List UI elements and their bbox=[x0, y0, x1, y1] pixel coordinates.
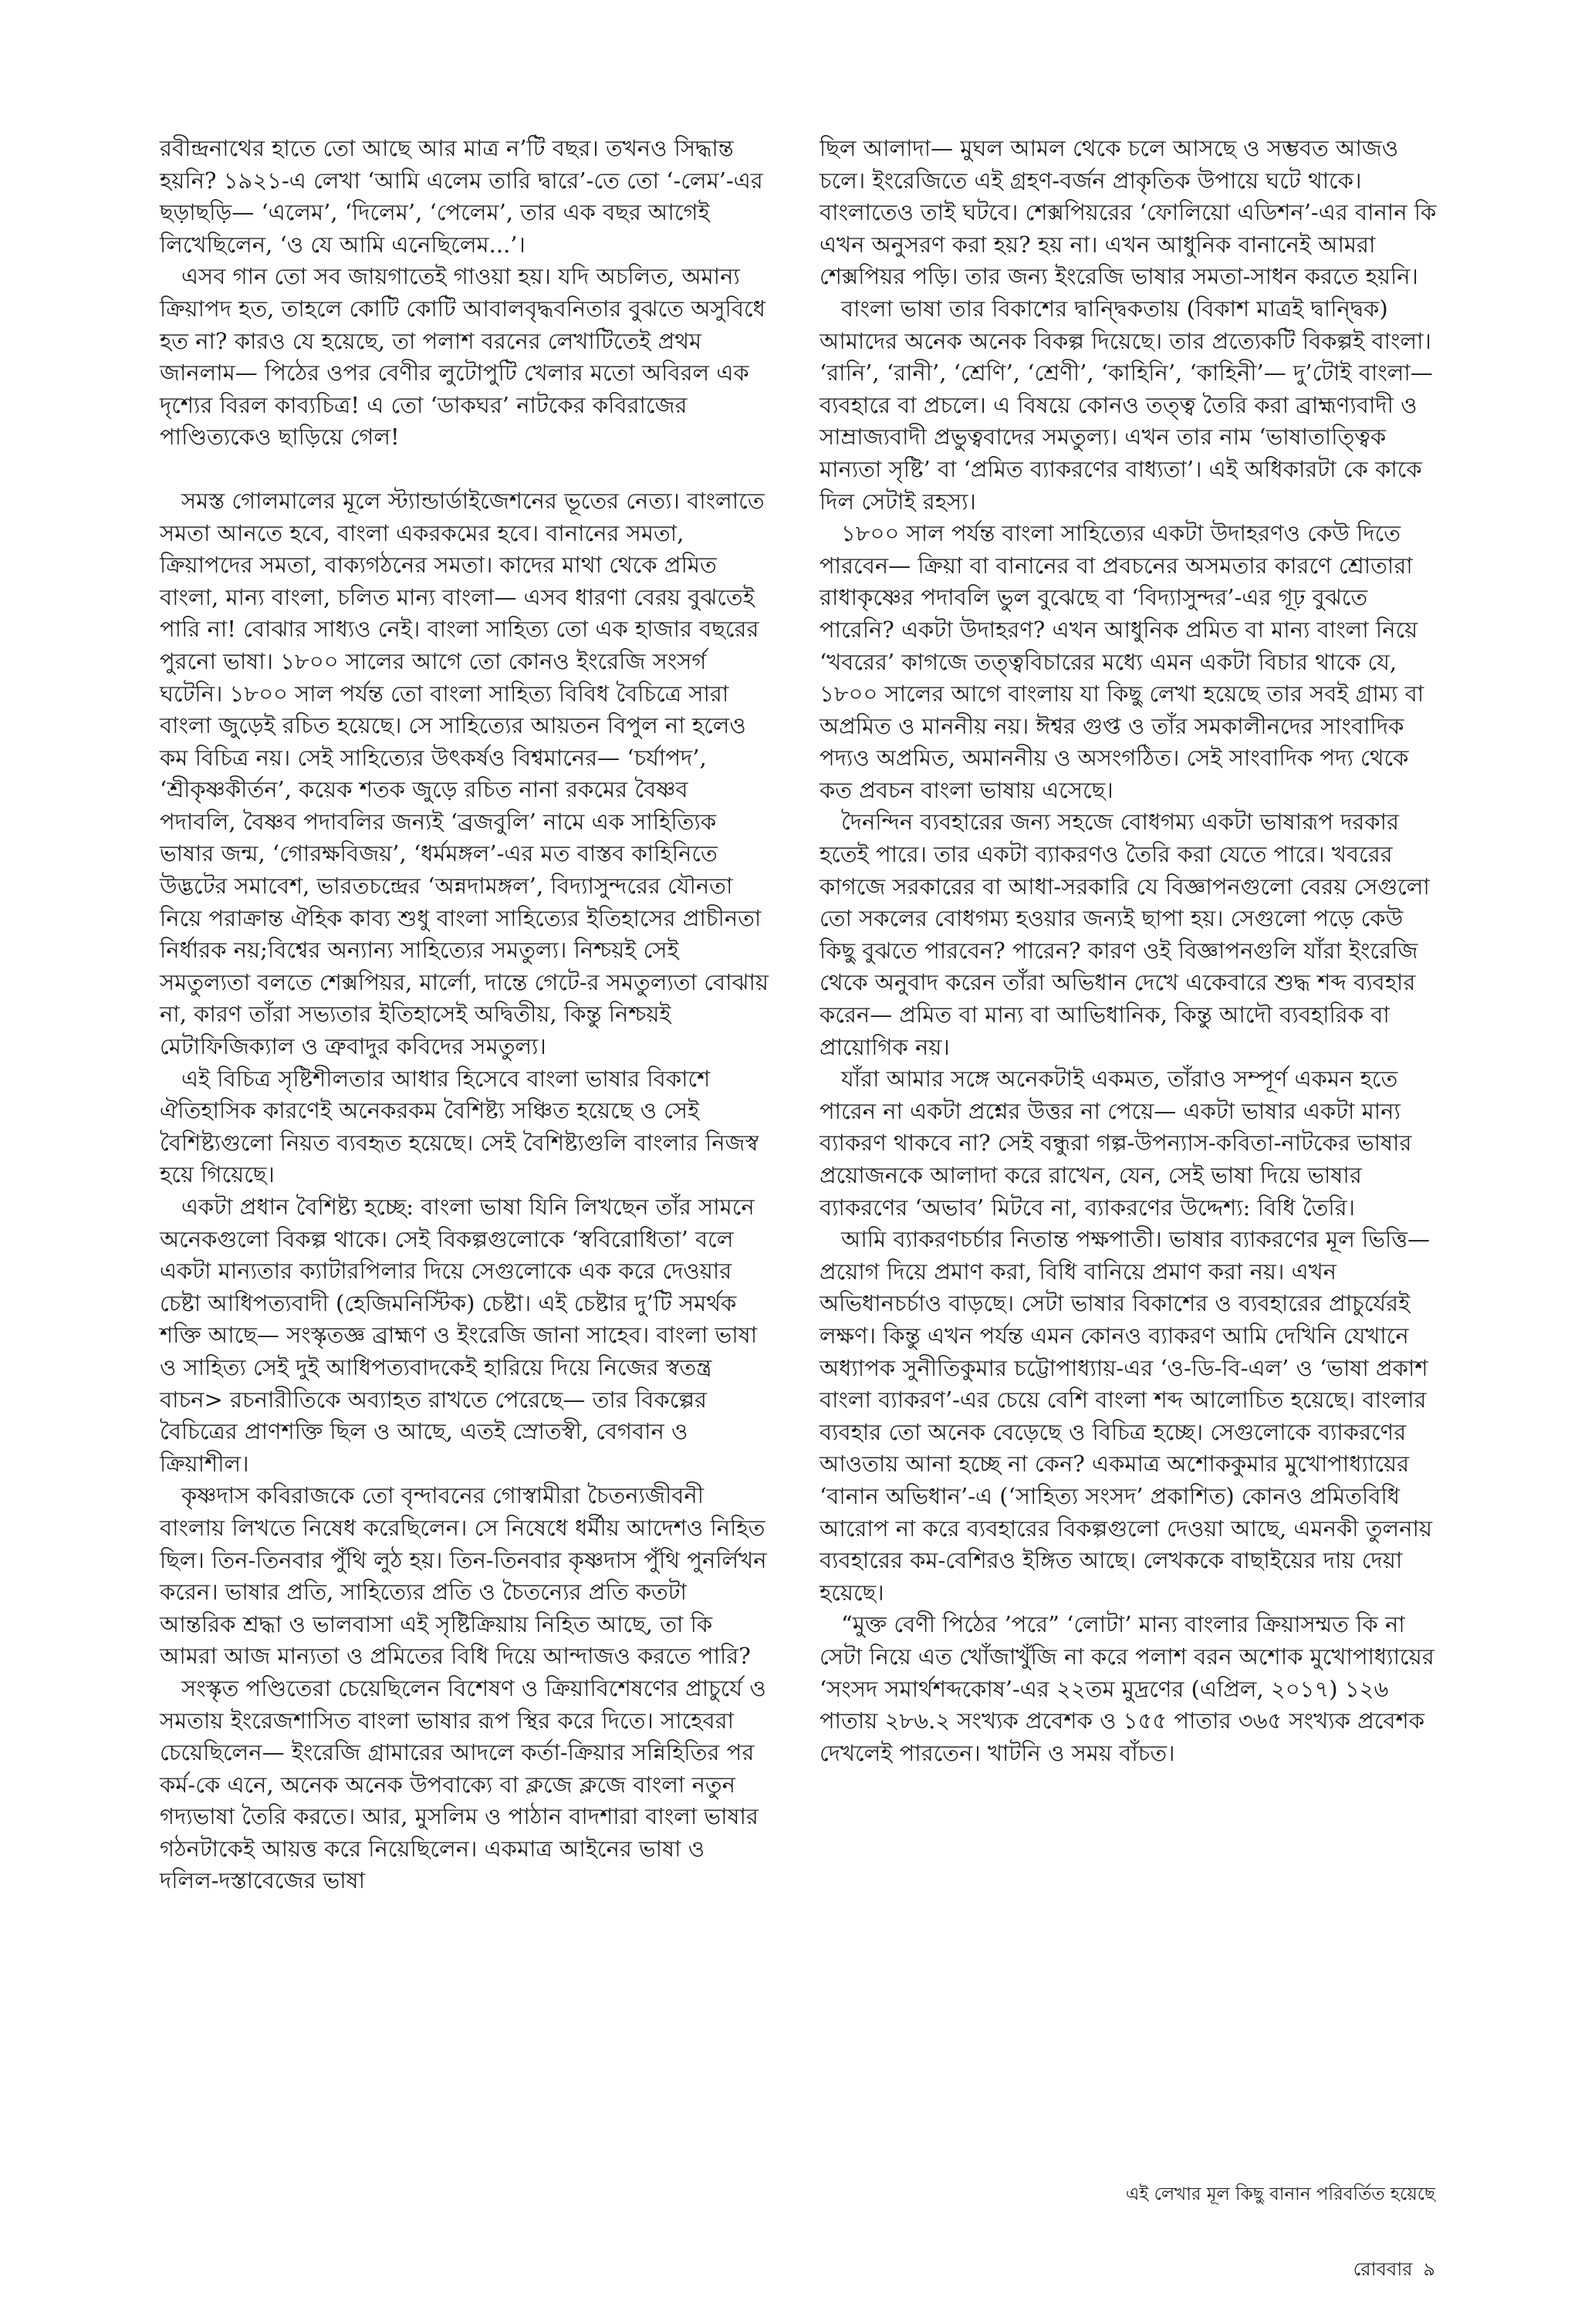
paragraph-left-5: একটা প্রধান বৈশিষ্ট্য হচ্ছে: বাংলা ভাষা যিনি লিখছেন তাঁর সামনে অনেকগুলো বিকল্প থাকে। সেই বিকল্পগুলোকে ‘স্ববিরোধিতা’ বলে একটা মান্যতার ক্যাটারপিলার দিয়ে সেগুলোকে এক করে দেওয়ার চেষ্টা আধিপত্যবাদী (হেজিমনিস্টিক) চেষ্টা। এই চেষ্টার দু’টি সমর্থক শক্তি আছে— সংস্কৃতজ্ঞ ব্রাহ্মণ ও ইংরেজি জানা সাহেব। বাংলা ভাষা ও সাহিত্য সেই দুই আধিপত্যবাদকেই হারিয়ে দিয়ে নিজের স্বতন্ত্র বাচন> রচনারীতিকে অব্যাহত রাখতে পেরেছে— তার বিকল্পের বৈচিত্রের প্রাণশক্তি ছিল ও আছে, এতই স্রোতস্বী, বেগবান ও ক্রিয়াশীল। bbox=[160, 1194, 758, 1477]
paragraph-left-1: রবীন্দ্রনাথের হাতে তো আছে আর মাত্র ন’টি বছর। তখনও সিদ্ধান্ত হয়নি? ১৯২১-এ লেখা ‘আমি এলেম তারি দ্বারে’-তে তো ‘-লেম’-এর ছড়াছড়ি— ‘এলেম’, ‘দিলেম’, ‘পেলেম’, তার এক বছর আগেই লিখেছিলেন, ‘ও যে আমি এনেছিলেম...’। bbox=[160, 135, 763, 258]
paragraph-right-1: ছিল আলাদা— মুঘল আমল থেকে চলে আসছে ও সম্ভবত আজও চলে। ইংরেজিতে এই গ্রহণ-বর্জন প্রাকৃতিক উপায়ে ঘটে থাকে। বাংলাতেও তাই ঘটবে। শেক্সপিয়রের ‘ফোলিয়ো এডিশন’-এর বানান কি এখন অনুসরণ করা হয়? হয় না। এখন আধুনিক বানানেই আমরা শেক্সপিয়র পড়ি। তার জন্য ইংরেজি ভাষার সমতা-সাধন করতে হয়নি। bbox=[819, 135, 1437, 290]
paragraph-right-3: ১৮০০ সাল পর্যন্ত বাংলা সাহিত্যের একটা উদাহরণও কেউ দিতে পারবেন— ক্রিয়া বা বানানের বা প্রবচনের অসমতার কারণে শ্রোতারা রাধাকৃষ্ণের পদাবলি ভুল বুঝেছে বা ‘বিদ্যাসুন্দর’-এর গূঢ় বুঝতে পারেনি? একটা উদাহরণ? এখন আধুনিক প্রমিত বা মান্য বাংলা নিয়ে ‘খবরের’ কাগজে তত্ত্ববিচারের মধ্যে এমন একটা বিচার থাকে যে, ১৮০০ সালের আগে বাংলায় যা কিছু লেখা হয়েছে তার সবই গ্রাম্য বা অপ্রমিত ও মাননীয় নয়। ঈশ্বর গুপ্ত ও তাঁর সমকালীনদের সাংবাদিক পদ্যও অপ্রমিত, অমাননীয় ও অসংগঠিত। সেই সাংবাদিক পদ্য থেকে কত প্রবচন বাংলা ভাষায় এসেছে। bbox=[819, 520, 1424, 803]
paragraph-left-7: সংস্কৃত পণ্ডিতেরা চেয়েছিলেন বিশেষণ ও ক্রিয়াবিশেষণের প্রাচুর্যে ও সমতায় ইংরেজশাসিত বাংলা ভাষার রূপ স্থির করে দিতে। সাহেবরা চেয়েছিলেন— ইংরেজি গ্রামারের আদলে কর্তা-ক্রিয়ার সন্নিহিতির পর কর্ম-কে এনে, অনেক অনেক উপবাক্যে বা ক্লজে ক্লজে বাংলা নতুন গদ্যভাষা তৈরি করতে। আর, মুসলিম ও পাঠান বাদশারা বাংলা ভাষার গঠনটাকেই আয়ত্ত করে নিয়েছিলেন। একমাত্র আইনের ভাষা ও দলিল-দস্তাবেজের ভাষা bbox=[160, 1674, 766, 1894]
magazine-name: রোববার bbox=[1353, 2258, 1413, 2280]
article-left-column bbox=[160, 133, 769, 1897]
page-number: ৯ bbox=[1423, 2258, 1435, 2280]
article-right-column bbox=[819, 133, 1445, 1769]
paragraph-right-4: দৈনন্দিন ব্যবহারের জন্য সহজে বোধগম্য একটা ভাষারূপ দরকার হতেই পারে। তার একটা ব্যাকরণও তৈরি করা যেতে পারে। খবরের কাগজে সরকারের বা আধা-সরকারি যে বিজ্ঞাপনগুলো বেরয় সেগুলো তো সকলের বোধগম্য হওয়ার জন্যই ছাপা হয়। সেগুলো পড়ে কেউ কিছু বুঝতে পারবেন? পারেন? কারণ ওই বিজ্ঞাপনগুলি যাঁরা ইংরেজি থেকে অনুবাদ করেন তাঁরা অভিধান দেখে একেবারে শুদ্ধ শব্দ ব্যবহার করেন— প্রমিত বা মান্য বা আভিধানিক, কিন্তু আদৌ ব্যবহারিক বা প্রায়োগিক নয়। bbox=[819, 809, 1430, 1060]
paragraph-right-6: আমি ব্যাকরণচর্চার নিতান্ত পক্ষপাতী। ভাষার ব্যাকরণের মূল ভিত্তি— প্রয়োগ দিয়ে প্রমাণ করা, বিধি বানিয়ে প্রমাণ করা নয়। এখন অভিধানচর্চাও বাড়ছে। সেটা ভাষার বিকাশের ও ব্যবহারের প্রাচুর্যেরই লক্ষণ। কিন্তু এখন পর্যন্ত এমন কোনও ব্যাকরণ আমি দেখিনি যেখানে অধ্যাপক সুনীতিকুমার চট্টোপাধ্যায়-এর ‘ও-ডি-বি-এল’ ও ‘ভাষা প্রকাশ বাংলা ব্যাকরণ’-এর চেয়ে বেশি বাংলা শব্দ আলোচিত হয়েছে। বাংলার ব্যবহার তো অনেক বেড়েছে ও বিচিত্র হচ্ছে। সেগুলোকে ব্যাকরণের আওতায় আনা হচ্ছে না কেন? একমাত্র অশোককুমার মুখোপাধ্যায়ের ‘বানান অভিধান’-এ (‘সাহিত্য সংসদ’ প্রকাশিত) কোনও প্রমিতবিধি আরোপ না করে ব্যবহারের বিকল্পগুলো দেওয়া আছে, এমনকী তুলনায় ব্যবহারের কম-বেশিরও ইঙ্গিত আছে। লেখককে বাছাইয়ের দায় দেয়া হয়েছে। bbox=[819, 1226, 1432, 1606]
paragraph-left-2: এসব গান তো সব জায়গাতেই গাওয়া হয়। যদি অচলিত, অমান্য ক্রিয়াপদ হত, তাহলে কোটি কোটি আবালবৃদ্ধবনিতার বুঝতে অসুবিধে হত না? কারও যে হয়েছে, তা পলাশ বরনের লেখাটিতেই প্রথম জানলাম— পিঠের ওপর বেণীর লুটোপুটি খেলার মতো অবিরল এক দৃশ্যের বিরল কাব্যচিত্র! এ তো ‘ডাকঘর’ নাটকের কবিরাজের পাণ্ডিত্যকেও ছাড়িয়ে গেল! bbox=[160, 263, 765, 451]
paragraph-left-4: এই বিচিত্র সৃষ্টিশীলতার আধার হিসেবে বাংলা ভাষার বিকাশে ঐতিহাসিক কারণেই অনেকরকম বৈশিষ্ট্য সঞ্চিত হয়েছে ও সেই বৈশিষ্ট্যগুলো নিয়ত ব্যবহৃত হয়েছে। সেই বৈশিষ্ট্যগুলি বাংলার নিজস্ব হয়ে গিয়েছে। bbox=[160, 1065, 759, 1188]
editor-note: এই লেখার মূল কিছু বানান পরিবর্তিত হয়েছে bbox=[1125, 2184, 1435, 2204]
paragraph-right-2: বাংলা ভাষা তার বিকাশের দ্বান্দ্বিকতায় (বিকাশ মাত্রই দ্বান্দ্বিক) আমাদের অনেক অনেক বিকল্প দিয়েছে। তার প্রত্যেকটি বিকল্পই বাংলা। ‘রানি’, ‘রানী’, ‘শ্রেণি’, ‘শ্রেণী’, ‘কাহিনি’, ‘কাহিনী’— দু’টোই বাংলা— ব্যবহারে বা প্রচলে। এ বিষয়ে কোনও তত্ত্ব তৈরি করা ব্রাহ্মণ্যবাদী ও সাম্রাজ্যবাদী প্রভুত্ববাদের সমতুল্য। এখন তার নাম ‘ভাষাতাত্ত্বিক মান্যতা সৃষ্টি’ বা ‘প্রমিত ব্যাকরণের বাধ্যতা’। এই অধিকারটা কে কাকে দিল সেটাই রহস্য। bbox=[819, 295, 1433, 515]
page-footer bbox=[819, 2258, 1435, 2281]
paragraph-left-6: কৃষ্ণদাস কবিরাজকে তো বৃন্দাবনের গোস্বামীরা চৈতন্যজীবনী বাংলায় লিখতে নিষেধ করেছিলেন। সে নিষেধে ধর্মীয় আদেশও নিহিত ছিল। তিন-তিনবার পুঁথি লুঠ হয়। তিন-তিনবার কৃষ্ণদাস পুঁথি পুনর্লিখন করেন। ভাষার প্রতি, সাহিত্যের প্রতি ও চৈতন্যের প্রতি কতটা আন্তরিক শ্রদ্ধা ও ভালবাসা এই সৃষ্টিক্রিয়ায় নিহিত আছে, তা কি আমরা আজ মান্যতা ও প্রমিতের বিধি দিয়ে আন্দাজও করতে পারি? bbox=[160, 1482, 767, 1670]
paragraph-right-5: যাঁরা আমার সঙ্গে অনেকটাই একমত, তাঁরাও সম্পূর্ণ একমন হতে পারেন না একটা প্রশ্নের উত্তর না পেয়ে— একটা ভাষার একটা মান্য ব্যাকরণ থাকবে না? সেই বন্ধুরা গল্প-উপন্যাস-কবিতা-নাটকের ভাষার প্রয়োজনকে আলাদা করে রাখেন, যেন, সেই ভাষা দিয়ে ভাষার ব্যাকরণের ‘অভাব’ মিটবে না, ব্যাকরণের উদ্দেশ্য: বিধি তৈরি। bbox=[819, 1066, 1412, 1221]
paragraph-left-3: সমস্ত গোলমালের মূলে স্ট্যান্ডার্ডাইজেশনের ভূতের নেত্য। বাংলাতে সমতা আনতে হবে, বাংলা একরকমের হবে। বানানের সমতা, ক্রিয়াপদের সমতা, বাক্যগঠনের সমতা। কাদের মাথা থেকে প্রমিত বাংলা, মান্য বাংলা, চলিত মান্য বাংলা— এসব ধারণা বেরয় বুঝতেই পারি না! বোঝার সাধ্যও নেই। বাংলা সাহিত্য তো এক হাজার বছরের পুরনো ভাষা। ১৮০০ সালের আগে তো কোনও ইংরেজি সংসর্গ ঘটেনি। ১৮০০ সাল পর্যন্ত তো বাংলা সাহিত্য বিবিধ বৈচিত্রে সারা বাংলা জুড়েই রচিত হয়েছে। সে সাহিত্যের আয়তন বিপুল না হলেও কম বিচিত্র নয়। সেই সাহিত্যের উৎকর্ষও বিশ্বমানের— ‘চর্যাপদ’, ‘শ্রীকৃষ্ণকীর্তন’, কয়েক শতক জুড়ে রচিত নানা রকমের বৈষ্ণব পদাবলি, বৈষ্ণব পদাবলির জন্যই ‘ব্রজবুলি’ নামে এক সাহিত্যিক ভাষার জন্ম, ‘গোরক্ষবিজয়’, ‘ধর্মমঙ্গল’-এর মত বাস্তব কাহিনিতে উদ্ভটের সমাবেশ, ভারতচন্দ্রের ‘অন্নদামঙ্গল’, বিদ্যাসুন্দরের যৌনতা নিয়ে পরাক্রান্ত ঐহিক কাব্য শুধু বাংলা সাহিত্যের ইতিহাসের প্রাচীনতা নির্ধারক নয়;বিশ্বের অন্যান্য সাহিত্যের সমতুল্য। নিশ্চয়ই সেই সমতুল্যতা বলতে শেক্সপিয়র, মার্লো, দান্তে গেটে-র সমতুল্যতা বোঝায় না, কারণ তাঁরা সভ্যতার ইতিহাসেই অদ্বিতীয়, কিন্তু নিশ্চয়ই মেটাফিজিক্যাল ও ত্রুবাদুর কবিদের সমতুল্য। bbox=[160, 487, 769, 1060]
paragraph-right-7: “মুক্ত বেণী পিঠের ’পরে” ‘লোটা’ মান্য বাংলার ক্রিয়াসম্মত কি না সেটা নিয়ে এত খোঁজাখুঁজি না করে পলাশ বরন অশোক মুখোপাধ্যায়ের ‘সংসদ সমার্থশব্দকোষ’-এর ২২তম মুদ্রণের (এপ্রিল, ২০১৭) ১২৬ পাতায় ২৮৬.২ সংখ্যক প্রবেশক ও ১৫৫ পাতার ৩৬৫ সংখ্যক প্রবেশক দেখলেই পারতেন। খাটনি ও সময় বাঁচত। bbox=[819, 1611, 1434, 1766]
